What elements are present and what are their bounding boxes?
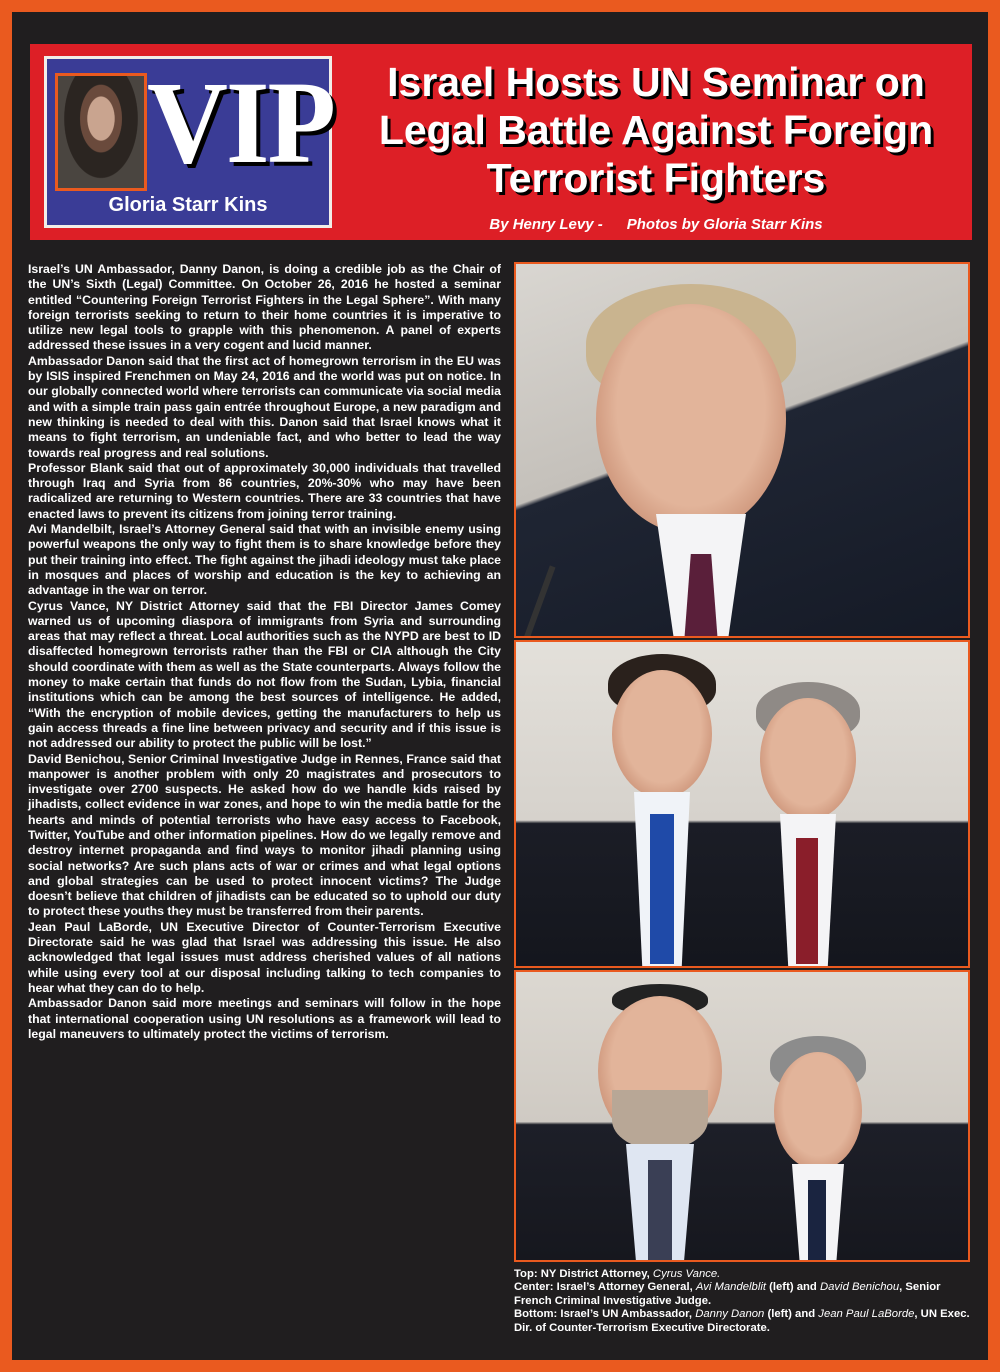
article-paragraph: Ambassador Danon said more meetings and seminars will follow in the hope that international cooperation using UN resolutions as a framework will lead to legal maneuvers to ultimately protect the victims of terrorism. (28, 996, 501, 1041)
photo-face (774, 1052, 862, 1170)
caption-name: Danny Danon (695, 1308, 765, 1321)
author-portrait-photo (55, 73, 147, 191)
caption-name: Jean Paul LaBorde (818, 1308, 915, 1321)
caption-text: Bottom: Israel’s UN Ambassador, (514, 1308, 696, 1321)
photo-caption (514, 1268, 974, 1335)
article-title: Israel Hosts UN Seminar on Legal Battle Against Foreign Terrorist Fighters (378, 59, 934, 201)
article-paragraph: Professor Blank said that out of approximately 30,000 individuals that travelled through Iraq and Syria from 86 countries, 20%-30% who may have been radicalized are returning to Western countries. There are 33 countries that have enacted laws to prevent its citizens from joining terror training. (28, 460, 501, 521)
article-paragraph: Avi Mandelbilt, Israel’s Attorney General said that with an invisible enemy using powerful weapons the only way to fight them is to share knowledge before they put their training into effect. The fight against the jihadi ideology must take place in mosques and places of worship and education is the key to achieving an advantage in the war on terror. (28, 522, 501, 598)
photo-tie (648, 1160, 672, 1262)
photo-center (514, 640, 970, 968)
vip-logo-text: VIP (147, 57, 334, 189)
caption-center (514, 1281, 974, 1308)
caption-top (514, 1268, 974, 1281)
byline-photos: Photos by Gloria Starr Kins (626, 216, 823, 233)
byline-author: By Henry Levy - (489, 216, 603, 233)
photo-tie (796, 838, 818, 964)
caption-text: , Senior French Criminal Investigative Judge. (514, 1281, 941, 1307)
article-paragraph: Ambassador Danon said that the first act of homegrown terrorism in the EU was by ISIS inspired Frenchmen on May 24, 2016 and the world was put on notice. In our globally connected world where terrorists can communicate via social media and with a simple train pass gain entrée throughout Europe, a new paradigm and new thinking is needed to deal with this. Danon said that Israel knows what it means to fight terrorism, an undeniable fact, and who better to lead the way towards real progress and real solutions. (28, 353, 501, 460)
photo-tie (650, 814, 674, 964)
photo-face (612, 670, 712, 798)
caption-name: David Benichou (819, 1281, 900, 1294)
caption-text: , UN Exec. Dir. of Counter-Terrorism Executive Directorate. (514, 1308, 970, 1334)
article-paragraph: Israel’s UN Ambassador, Danny Danon, is doing a credible job as the Chair of the UN’s Sixth (Legal) Committee. On October 26, 2016 he hosted a seminar entitled “Countering Foreign Terrorist Fighters in the Legal Sphere”. With many foreign terrorists seeking to return to their home countries it is imperative to utilize new legal tools to grapple with this phenomenon. A panel of experts addressed these issues in a very cogent and lucid manner. (28, 262, 501, 353)
article-body (28, 262, 501, 1042)
caption-name: Cyrus Vance. (652, 1268, 721, 1280)
microphone-icon (523, 565, 556, 638)
photo-beard (612, 1090, 708, 1150)
article-paragraph: Jean Paul LaBorde, UN Executive Director of Counter-Terrorism Executive Directorate said he was glad that Israel was addressing this issue. He also acknowledged that legal issues must address cherished values of all nations while using every tool at our disposal including talking to tech companies to hear what they can do to help. (28, 919, 501, 995)
caption-text: (left) and (764, 1308, 819, 1321)
caption-text: Top: NY District Attorney, (514, 1268, 653, 1280)
photo-bottom (514, 970, 970, 1262)
photo-face (596, 304, 786, 534)
photo-top (514, 262, 970, 638)
photo-tie (808, 1180, 826, 1262)
article-paragraph: David Benichou, Senior Criminal Investigative Judge in Rennes, France said that manpower is another problem with only 20 magistrates and prosecutors to investigate over 2700 suspects. He asked how do we handle kids raised by jihadists, collect evidence in war zones, and hope to win the media battle for the hearts and minds of potential terrorists who have easy access to Facebook, Twitter, YouTube and other information pipelines. How do we legally remove and destroy internet propaganda and find ways to monitor jihadi planning using social networks? Are such plans acts of war or crimes and what legal options and global strategies can be used to protect innocent victims? The Judge doesn’t believe that children of jihadists can be educated so to uphold our duty to protect these youths they must be transferred from their parents. (28, 751, 501, 919)
vip-name: Gloria Starr Kins (108, 194, 268, 216)
caption-name: Avi Mandelblit (695, 1281, 766, 1294)
caption-text: (left) and (765, 1281, 820, 1294)
byline (346, 216, 966, 233)
page (12, 12, 988, 1360)
photo-face (760, 698, 856, 820)
article-paragraph: Cyrus Vance, NY District Attorney said that the FBI Director James Comey warned us of upcoming diaspora of immigrants from Syria and surrounding areas that may reflect a threat. Local authorities such as the NYPD are best to ID disaffected homegrown terrorists rather than the FBI or CIA although the City should coordinate with them as well as the State counterparts. Always follow the money to make certain that funds do not flow from the Sudan, Lybia, financial institutions which can be among the best sources of intelligence. He added, “With the encryption of mobile devices, getting the manufacturers to help us gain access threads a fine line between privacy and security and if this issue is not addressed our ability to protect the public will be lost.” (28, 598, 501, 751)
caption-bottom (514, 1308, 974, 1335)
caption-text: Center: Israel’s Attorney General, (514, 1281, 696, 1294)
vip-badge (44, 56, 332, 228)
header-banner (30, 44, 972, 240)
